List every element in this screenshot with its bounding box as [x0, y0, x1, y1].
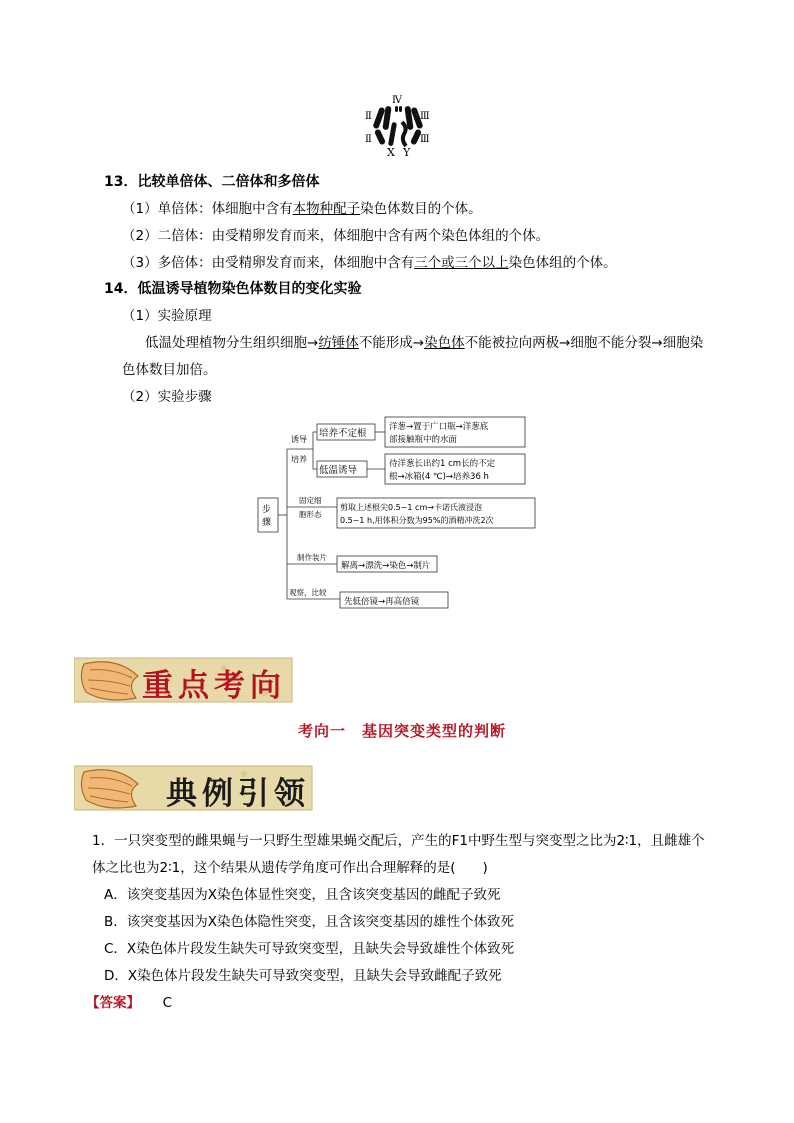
branch1-label-1: 诱导: [291, 435, 307, 444]
b2-detail-2: 0.5~1 h,用体积分数为95%的酒精冲洗2次: [340, 516, 494, 525]
chromosome-label-ii-top: Ⅱ: [365, 111, 372, 122]
q13-item-2: （2）二倍体：由受精卵发育而来，体细胞中含有两个染色体组的个体。: [122, 228, 550, 244]
b1-box1-label: 培养不定根: [319, 428, 367, 439]
banner-key-directions: [74, 654, 294, 706]
root-label-1: 步: [262, 505, 272, 515]
option-d: D．X染色体片段发生缺失可导致突变型，且缺失会导致雌配子致死: [104, 968, 502, 984]
b1-box1-detail-2: 部接触瓶中的水面: [389, 435, 458, 445]
b1-box2-label: 低温诱导: [319, 465, 358, 476]
question-stem-2: 体之比也为2∶1，这个结果从遗传学角度可作出合理解释的是( ): [92, 860, 488, 876]
b1-box1-detail-1: 洋葱→置于广口瓶→洋葱底: [389, 422, 489, 432]
question-stem-1: 1．一只突变型的雌果蝇与一只野生型雄果蝇交配后，产生的F1中野生型与突变型之比为2∶1，且雌雄个: [92, 833, 705, 849]
chromosome-label-ii-bottom: Ⅱ: [365, 134, 372, 145]
b1-box2-detail-2: 根→冰箱(4 ℃)→培养36 h: [389, 472, 489, 482]
karyotype-figure: [362, 92, 434, 158]
q14-steps-heading: （2）实验步骤: [122, 389, 212, 405]
chromosome-label-y: Y: [403, 146, 411, 158]
chromosome-label-iii-bottom: Ⅲ: [420, 134, 430, 145]
b1-box2-detail-1: 待洋葱长出约1 cm长的不定: [389, 459, 496, 469]
experiment-steps-diagram: [255, 414, 545, 614]
q13-item-3: （3）多倍体：由受精卵发育而来，体细胞中含有三个或三个以上染色体组的个体。: [122, 255, 617, 271]
banner-example-lead: [74, 762, 314, 814]
chromosome-label-iii-top: Ⅲ: [420, 111, 430, 122]
option-b: B．该突变基因为X染色体隐性突变，且含该突变基因的雄性个体致死: [104, 914, 515, 930]
answer-label: 【答案】: [86, 995, 140, 1011]
answer-value: C: [162, 995, 173, 1011]
option-c: C．X染色体片段发生缺失可导致突变型，且缺失会导致雄性个体致死: [104, 941, 515, 957]
section-title: 考向一 基因突变类型的判断: [298, 722, 507, 740]
branch3-label: 制作装片: [297, 553, 327, 562]
banner-example-lead-title: 典例引领: [166, 776, 310, 812]
branch1-label-2: 培养: [291, 455, 307, 464]
b2-detail-1: 剪取上述根尖0.5~1 cm→卡诺氏液浸泡: [340, 503, 482, 512]
chromosome-label-x: X: [387, 146, 395, 158]
q14-title: 14．低温诱导植物染色体数目的变化实验: [104, 281, 362, 297]
root-label-2: 骤: [262, 518, 272, 528]
option-a: A．该突变基因为X染色体显性突变，且含该突变基因的雌配子致死: [104, 887, 501, 903]
answer-row: [86, 991, 172, 1011]
banner-key-directions-title: 重点考向: [142, 668, 286, 704]
q14-principle-line-2: 色体数目加倍。: [122, 362, 217, 378]
chromosome-label-iv: Ⅳ: [392, 95, 402, 106]
branch4-label: 观察，比较: [289, 588, 327, 597]
q13-item-1: （1）单倍体：体细胞中含有本物种配子染色体数目的个体。: [122, 201, 482, 217]
branch2-label-2: 胞形态: [299, 510, 322, 519]
q14-principle-line-1: 低温处理植物分生组织细胞→纺锤体不能形成→染色体不能被拉向两极→细胞不能分裂→细胞染: [145, 335, 704, 351]
b4-detail: 先低倍镜→再高倍镜: [344, 597, 420, 607]
branch2-label-1: 固定细: [299, 496, 322, 505]
seashell-icon: [76, 654, 146, 706]
b3-detail: 解离→漂洗→染色→制片: [341, 561, 431, 571]
seashell-icon: [76, 762, 146, 814]
q13-title: 13．比较单倍体、二倍体和多倍体: [104, 174, 320, 190]
q14-principle-heading: （1）实验原理: [122, 308, 212, 324]
